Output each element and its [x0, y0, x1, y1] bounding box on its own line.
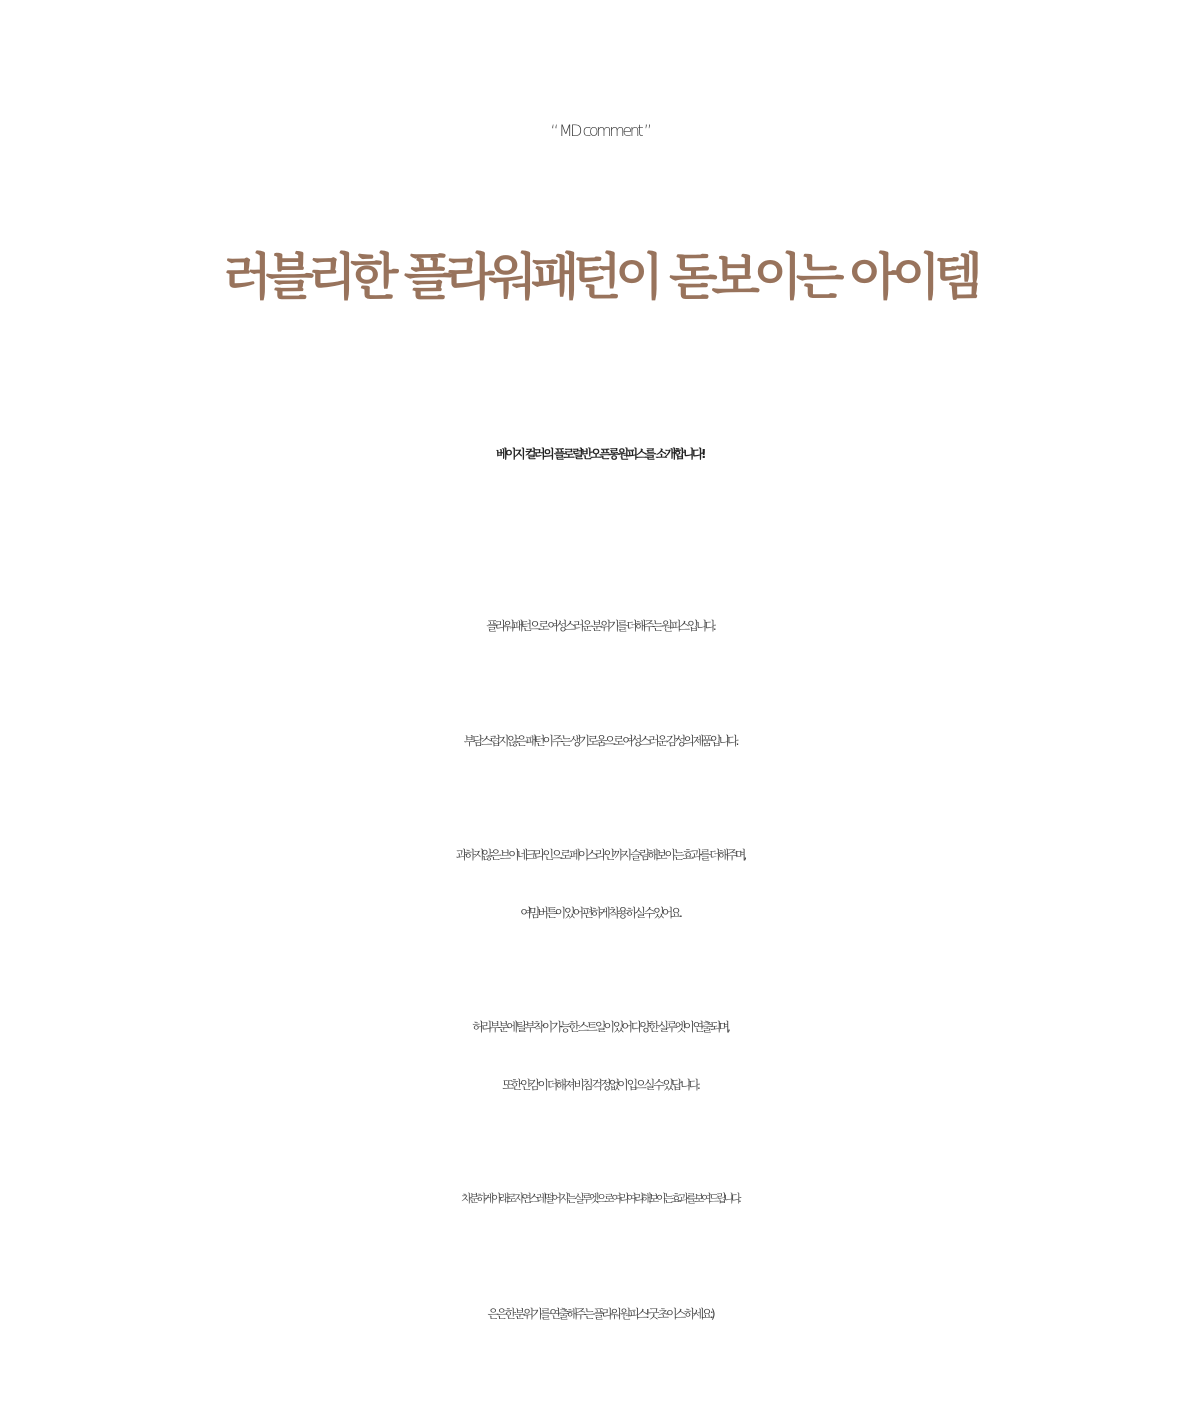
description-line: 또한 안감이 더해져 비침 걱정없이 입으실 수 있답니다. [502, 1078, 698, 1092]
description-line: 차분하게 아래로 자연스레 떨어지는 실루엣으로 여리여리해보이는 효과를 보여드립니다. [461, 1192, 739, 1205]
description-paragraph-5 [0, 1170, 1200, 1228]
product-headline: 러블리한 플라워패턴이 돋보이는 아이템 [223, 248, 977, 306]
description-paragraph-2 [0, 712, 1200, 770]
description-paragraph-1 [0, 597, 1200, 655]
description-line: 플라워패턴으로 여성스러운 분위기를 더해주는 원피스입니다. [486, 619, 714, 633]
description-line: 은은한 분위기를 연출해주는 플라워 원피스! 굿 초이스 하세요:) [487, 1307, 713, 1321]
description-line: 과하지않은 브이네크라인으로 페이스라인까지 슬림해보이는 효과를 더해주며, [455, 848, 745, 862]
description-paragraph-4 [0, 998, 1200, 1114]
description-line: 허리부분에 탈부착이 가능한 스트일이 있어 다양한 실루엣이 연출되며, [472, 1020, 728, 1034]
closing-paragraph [0, 1285, 1200, 1343]
intro-text: 베이지 컬러의 플로럴반오픈롱원피스를 소개합니다! [495, 447, 705, 461]
md-comment-label: “ MD comment ” [550, 121, 650, 140]
description-line: 부담스럽지 않은 패턴이 주는 생기로움으로 여성스러운 감성의 제품입니다. [463, 734, 737, 748]
description-paragraph-3 [0, 826, 1200, 942]
description-line: 여밈버튼이 있어 편하게 착용하실 수 있어요. [520, 906, 680, 920]
